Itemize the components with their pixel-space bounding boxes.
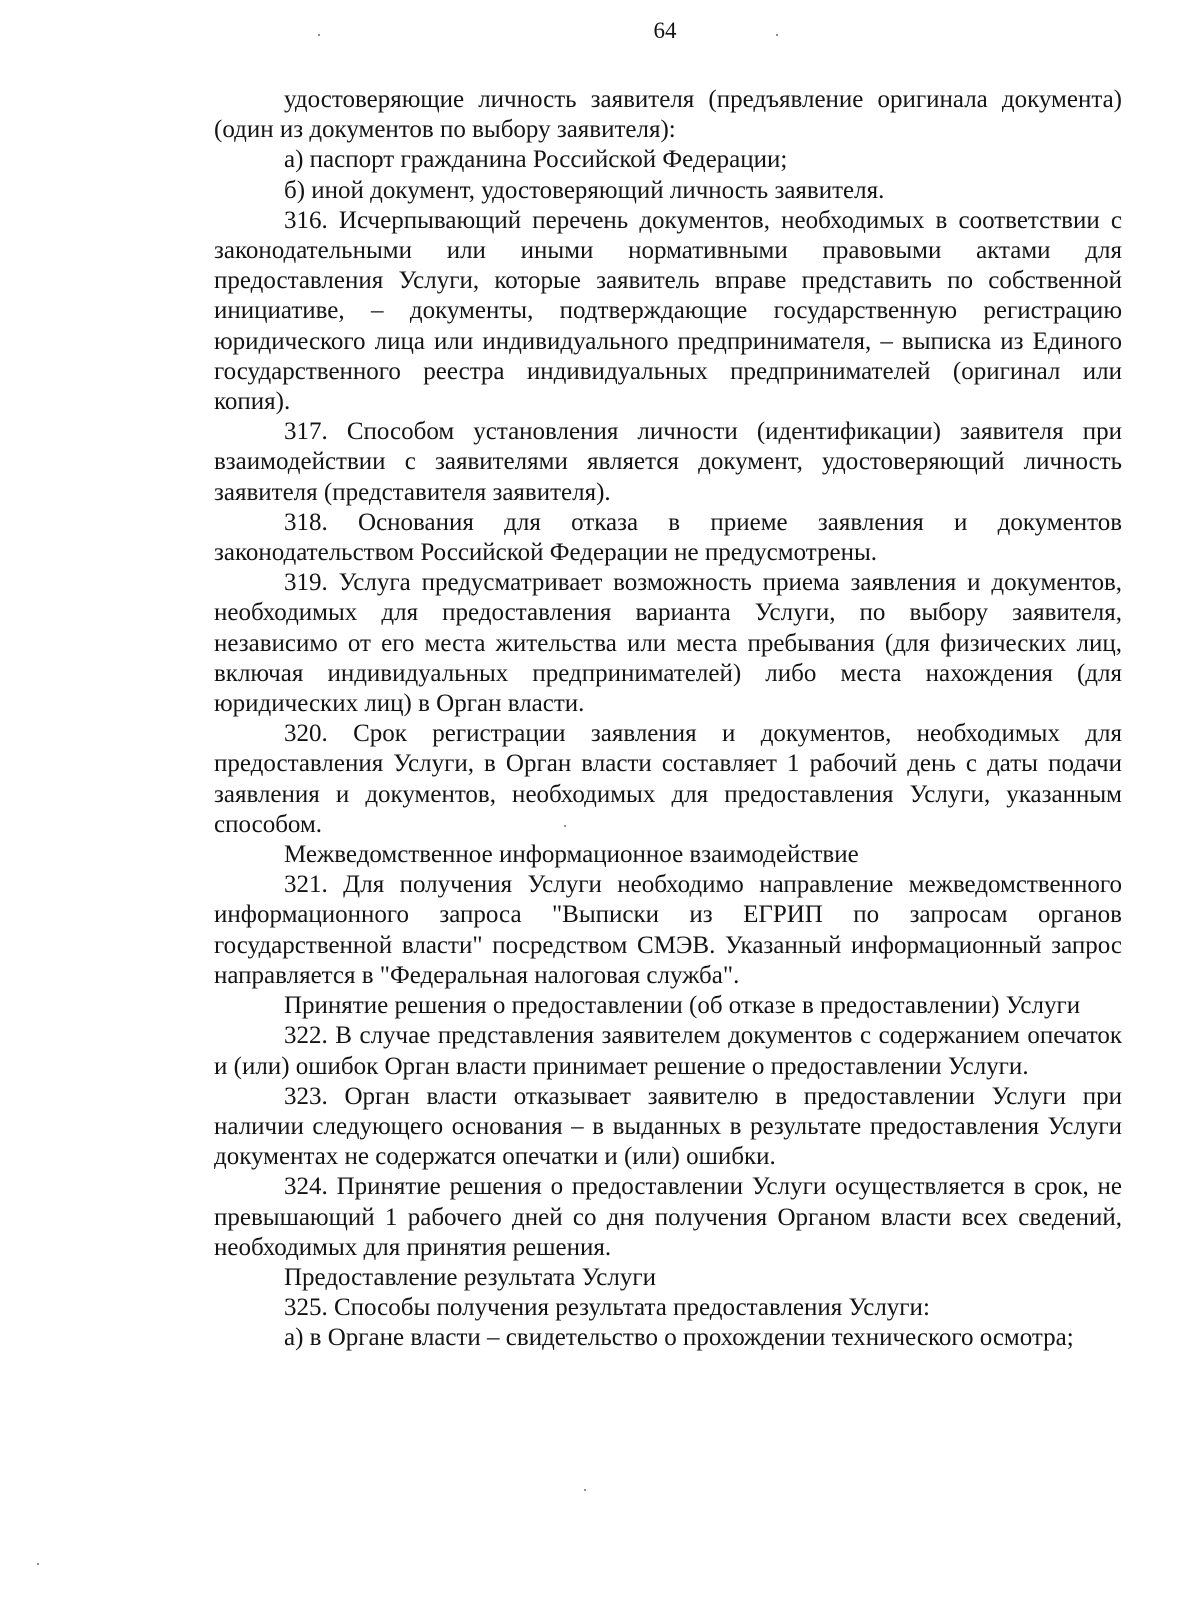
document-body [214, 85, 1122, 1354]
paragraph-323: 323. Орган власти отказывает заявителю в предоставлении Услуги при наличии следующего основания – в выданных в результате предоставления Услуги документах не содержатся опечатки и (или) ошибки. [214, 1082, 1122, 1171]
section-heading-interagency: Межведомственное информационное взаимодействие [284, 841, 859, 869]
scan-speck [37, 1563, 39, 1565]
paragraph-320: 320. Срок регистрации заявления и документов, необходимых для предоставления Услуги, в Орган власти составляет 1 рабочий день с даты подачи заявления и документов, необходимых для предоставления Услуги, указанным способом. [214, 720, 1122, 838]
paragraph-324: 324. Принятие решения о предоставлении Услуги осуществляется в срок, не превышающий 1 рабочего дней со дня получения Органом власти всех сведений, необходимых для принятия решения. [214, 1173, 1122, 1261]
scan-speck [318, 34, 320, 36]
paragraph-325: 325. Способы получения результата предоставления Услуги: [284, 1294, 930, 1322]
paragraph-318: 318. Основания для отказа в приеме заявления и документов законодательством Российской Федерации не предусмотрены. [214, 508, 1122, 567]
paragraph-322: 322. В случае представления заявителем документов с содержанием опечаток и (или) ошибок Орган власти принимает решение о предоставлении Услуги. [214, 1022, 1122, 1080]
paragraph-317: 317. Способом установления личности (идентификации) заявителя при взаимодействии с заявителями является документ, удостоверяющий личность заявителя (представителя заявителя). [214, 418, 1122, 506]
paragraph-319: 319. Услуга предусматривает возможность приема заявления и документов, необходимых для предоставления варианта Услуги, по выбору заявителя, независимо от его места жительства или места пребывания (для физических лиц, включая индивидуальных предпринимателей) либо места нахождения (для юридических лиц) в Орган власти. [214, 569, 1122, 718]
section-heading-result: Предоставление результата Услуги [284, 1263, 656, 1291]
scan-speck [776, 34, 778, 36]
page-number: 64 [653, 18, 677, 43]
list-item-b-other-id: б) иной документ, удостоверяющий личность заявителя. [284, 176, 885, 204]
list-item-a-result: а) в Органе власти – свидетельство о прохождении технического осмотра; [284, 1324, 1074, 1352]
scan-speck [564, 825, 566, 827]
section-heading-decision: Принятие решения о предоставлении (об отказе в предоставлении) Услуги [284, 992, 1081, 1020]
paragraph-id-doc-continuation: удостоверяющие личность заявителя (предъявление оригинала документа) (один из документов по выбору заявителя): [214, 86, 1122, 144]
scan-speck [584, 1489, 586, 1491]
paragraph-321: 321. Для получения Услуги необходимо направление межведомственного информационного запроса "Выписки из ЕГРИП по запросам органов государственной власти" посредством СМЭВ. Указанный информационный запрос направляется в "Федеральная налоговая служба". [214, 871, 1122, 989]
list-item-a-passport: а) паспорт гражданина Российской Федерации; [284, 146, 788, 174]
paragraph-316: 316. Исчерпывающий перечень документов, необходимых в соответствии с законодательными или иными нормативными правовыми актами для предоставления Услуги, которые заявитель вправе представить по собственной инициативе, – документы, подтверждающие государственную регистрацию юридического лица или индивидуального предпринимателя, – выписка из Единого государственного реестра индивидуальных предпринимателей (оригинал или копия). [214, 206, 1122, 416]
